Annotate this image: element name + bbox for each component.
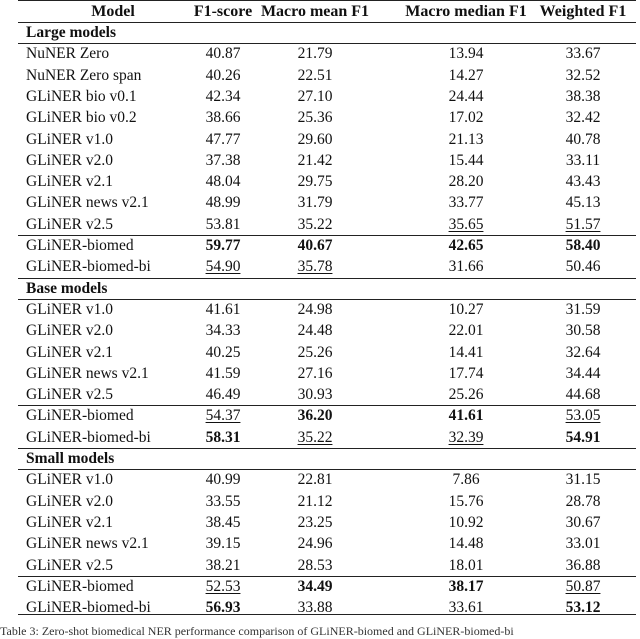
metric-cell: 27.16 (297, 364, 333, 382)
metric-cell: 34.44 (565, 364, 601, 382)
metric-cell: 40.78 (565, 130, 601, 148)
metric-cell: 32.64 (565, 343, 601, 361)
metric-cell: 29.75 (297, 173, 333, 191)
model-name-cell: GLiNER v2.1 (26, 173, 113, 191)
metric-cell: 40.87 (205, 45, 241, 63)
metric-cell: 38.38 (565, 87, 601, 105)
metric-cell: 40.26 (205, 66, 241, 84)
metric-cell: 35.22 (297, 428, 333, 446)
metric-cell: 14.48 (448, 535, 484, 553)
model-name-cell: NuNER Zero span (26, 66, 142, 84)
metric-cell: 10.92 (448, 513, 484, 531)
metric-cell: 23.25 (297, 513, 333, 531)
metric-cell: 52.53 (205, 577, 241, 595)
header-weighted-f1: Weighted F1 (539, 3, 627, 20)
metric-cell: 40.25 (205, 343, 241, 361)
model-name-cell: GLiNER-biomed-bi (26, 599, 151, 617)
section-title: Small models (26, 450, 115, 467)
metric-cell: 35.65 (448, 215, 484, 233)
metric-cell: 36.20 (297, 407, 333, 425)
model-name-cell: GLiNER-biomed (26, 577, 134, 595)
metric-cell: 46.49 (205, 386, 241, 404)
metric-cell: 39.15 (205, 535, 241, 553)
metric-cell: 21.42 (297, 151, 333, 169)
metric-cell: 22.01 (448, 322, 484, 340)
metric-cell: 47.77 (205, 130, 241, 148)
metric-cell: 35.78 (297, 258, 333, 276)
metric-cell: 58.40 (565, 237, 601, 254)
metric-cell: 15.76 (448, 492, 484, 510)
metric-cell: 51.57 (565, 215, 601, 233)
metric-cell: 24.98 (297, 300, 333, 318)
model-name-cell: GLiNER bio v0.2 (26, 109, 137, 127)
model-name-cell: NuNER Zero (26, 45, 110, 63)
model-name-cell: GLiNER bio v0.1 (26, 87, 137, 105)
metric-cell: 48.04 (205, 173, 241, 191)
metric-cell: 58.31 (205, 428, 241, 446)
metric-cell: 31.15 (565, 471, 601, 489)
model-name-cell: GLiNER v2.1 (26, 513, 113, 531)
metric-cell: 21.13 (448, 130, 484, 148)
metric-cell: 33.88 (297, 599, 333, 617)
table-row (18, 596, 636, 620)
metric-cell: 25.26 (297, 343, 333, 361)
metric-cell: 32.42 (565, 109, 601, 127)
header-model: Model (91, 3, 135, 20)
metric-cell: 22.51 (297, 66, 333, 84)
section-title: Large models (26, 24, 116, 41)
model-name-cell: GLiNER v2.0 (26, 322, 113, 340)
metric-cell: 33.61 (448, 599, 484, 617)
metric-cell: 18.01 (448, 556, 484, 574)
metric-cell: 38.45 (205, 513, 241, 531)
metric-cell: 53.05 (565, 407, 601, 425)
metric-cell: 50.87 (565, 577, 601, 595)
model-name-cell: GLiNER v2.0 (26, 492, 113, 510)
header-macro-median-f1: Macro median F1 (405, 3, 527, 20)
metric-cell: 24.48 (297, 322, 333, 340)
model-name-cell: GLiNER news v2.1 (26, 194, 149, 212)
metric-cell: 21.79 (297, 45, 333, 63)
metric-cell: 29.60 (297, 130, 333, 148)
metric-cell: 13.94 (448, 45, 484, 63)
metric-cell: 14.27 (448, 66, 484, 84)
metric-cell: 28.78 (565, 492, 601, 510)
metric-cell: 41.59 (205, 364, 241, 382)
metric-cell: 32.52 (565, 66, 601, 84)
metric-cell: 41.61 (448, 407, 484, 425)
metric-cell: 25.36 (297, 109, 333, 127)
metric-cell: 37.38 (205, 151, 241, 169)
metric-cell: 42.34 (205, 87, 241, 105)
metric-cell: 31.59 (565, 300, 601, 318)
metric-cell: 44.68 (565, 386, 601, 404)
header-macro-mean-f1: Macro mean F1 (260, 3, 370, 20)
metric-cell: 28.53 (297, 556, 333, 574)
metric-cell: 36.88 (565, 556, 601, 574)
model-name-cell: GLiNER v2.1 (26, 343, 113, 361)
metric-cell: 33.67 (565, 45, 601, 63)
metric-cell: 15.44 (448, 151, 484, 169)
model-name-cell: GLiNER v1.0 (26, 300, 113, 318)
model-name-cell: GLiNER-biomed-bi (26, 258, 151, 276)
metric-cell: 27.10 (297, 87, 333, 105)
metric-cell: 45.13 (565, 194, 601, 212)
table-caption: Table 3: Zero-shot biomedical NER performance comparison of GLiNER-biomed and GLiNER-biomed-bi (0, 624, 514, 638)
model-name-cell: GLiNER v2.0 (26, 151, 113, 169)
metric-cell: 33.01 (565, 535, 601, 553)
model-name-cell: GLiNER news v2.1 (26, 364, 149, 382)
metric-cell: 40.99 (205, 471, 241, 489)
metric-cell: 41.61 (205, 300, 241, 318)
metric-cell: 50.46 (565, 258, 601, 276)
metric-cell: 22.81 (297, 471, 333, 489)
metric-cell: 38.21 (205, 556, 241, 574)
metric-cell: 32.39 (448, 428, 484, 446)
metric-cell: 53.12 (565, 599, 601, 617)
metric-cell: 54.37 (205, 407, 241, 425)
metric-cell: 33.11 (565, 151, 601, 169)
metric-cell: 59.77 (205, 237, 241, 254)
metric-cell: 33.55 (205, 492, 241, 510)
metric-cell: 10.27 (448, 300, 484, 318)
metric-cell: 31.66 (448, 258, 484, 276)
metric-cell: 17.02 (448, 109, 484, 127)
metric-cell: 54.91 (565, 428, 601, 446)
model-name-cell: GLiNER-biomed-bi (26, 428, 151, 446)
model-name-cell: GLiNER-biomed (26, 407, 134, 425)
model-name-cell: GLiNER-biomed (26, 237, 134, 254)
metric-cell: 17.74 (448, 364, 484, 382)
section-title: Base models (26, 279, 108, 297)
metric-cell: 33.77 (448, 194, 484, 212)
metric-cell: 21.12 (297, 492, 333, 510)
metric-cell: 40.67 (297, 237, 333, 254)
table-bottom-rule (18, 614, 636, 615)
metric-cell: 53.81 (205, 215, 241, 233)
header-f1-score: F1-score (193, 3, 253, 20)
model-name-cell: GLiNER v1.0 (26, 130, 113, 148)
model-name-cell: GLiNER v2.5 (26, 215, 113, 233)
metric-cell: 14.41 (448, 343, 484, 361)
metric-cell: 56.93 (205, 599, 241, 617)
metric-cell: 25.26 (448, 386, 484, 404)
metric-cell: 43.43 (565, 173, 601, 191)
metric-cell: 31.79 (297, 194, 333, 212)
model-name-cell: GLiNER v2.5 (26, 556, 113, 574)
metric-cell: 34.49 (297, 577, 333, 595)
metric-cell: 24.44 (448, 87, 484, 105)
metric-cell: 30.93 (297, 386, 333, 404)
model-name-cell: GLiNER v2.5 (26, 386, 113, 404)
metric-cell: 30.67 (565, 513, 601, 531)
metric-cell: 54.90 (205, 258, 241, 276)
metric-cell: 34.33 (205, 322, 241, 340)
metric-cell: 48.99 (205, 194, 241, 212)
metric-cell: 38.66 (205, 109, 241, 127)
metric-cell: 24.96 (297, 535, 333, 553)
metric-cell: 28.20 (448, 173, 484, 191)
metric-cell: 30.58 (565, 322, 601, 340)
metric-cell: 35.22 (297, 215, 333, 233)
model-name-cell: GLiNER news v2.1 (26, 535, 149, 553)
metric-cell: 38.17 (448, 577, 484, 595)
metric-cell: 7.86 (452, 471, 480, 489)
model-name-cell: GLiNER v1.0 (26, 471, 113, 489)
metric-cell: 42.65 (448, 237, 484, 254)
